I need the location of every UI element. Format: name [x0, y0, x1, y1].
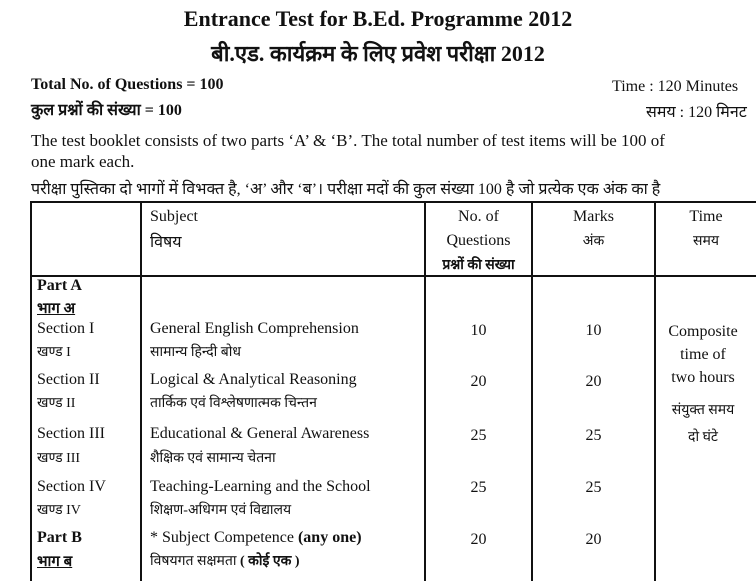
- questions-count: 25: [470, 479, 487, 496]
- marks-value: 20: [585, 373, 602, 390]
- part-b-hi: भाग ब: [37, 554, 73, 570]
- total-questions-en: Total No. of Questions = 100: [31, 76, 224, 93]
- header-questions-en1: No. of: [458, 208, 499, 225]
- section-label-en: Section IV: [37, 478, 106, 495]
- header-questions-en2: Questions: [446, 232, 511, 249]
- section-label-en: Section III: [37, 425, 105, 442]
- col-divider: [30, 201, 32, 581]
- subject-en-emphasis: (any one): [297, 529, 362, 546]
- intro-hi: परीक्षा पुस्तिका दो भागों में विभक्त है, ‘अ’ और ‘ब’। परीक्षा मदों की कुल संख्या 100 है जो प्रत्येक एक अंक का है: [31, 181, 661, 198]
- time-hi: समय : 120 मिनट: [646, 104, 747, 121]
- part-b-en: Part B: [37, 529, 82, 546]
- marks-value: 25: [585, 479, 602, 496]
- subject-hi-emphasis: ( कोई एक ): [239, 554, 300, 569]
- questions-count: 10: [470, 322, 487, 339]
- col-divider: [654, 201, 656, 581]
- subject-hi: शैक्षिक एवं सामान्य चेतना: [150, 451, 276, 466]
- col-divider: [140, 201, 142, 581]
- subject-en: Teaching-Learning and the School: [150, 478, 371, 495]
- table-top-border: [30, 201, 756, 203]
- questions-count: 25: [470, 427, 487, 444]
- header-time-en: Time: [689, 208, 723, 225]
- header-marks-en: Marks: [573, 208, 614, 225]
- questions-count: 20: [470, 531, 487, 548]
- marks-value: 25: [585, 427, 602, 444]
- time-note-line: संयुक्त समय: [671, 403, 735, 418]
- questions-count: 20: [470, 373, 487, 390]
- section-label-hi: खण्ड I: [37, 345, 71, 360]
- section-label-en: Section II: [37, 371, 100, 388]
- subject-hi: विषयगत सक्षमता: [150, 554, 240, 569]
- total-questions-hi: कुल प्रश्नों की संख्या = 100: [31, 102, 182, 119]
- section-label-hi: खण्ड IV: [37, 503, 81, 518]
- subject-en: Logical & Analytical Reasoning: [150, 371, 357, 388]
- header-subject-en: Subject: [150, 208, 198, 225]
- title-hi: बी.एड. कार्यक्रम के लिए प्रवेश परीक्षा 2012: [211, 41, 545, 66]
- section-label-en: Section I: [37, 320, 95, 337]
- header-time-hi: समय: [693, 234, 719, 249]
- subject-hi: शिक्षण-अधिगम एवं विद्यालय: [150, 503, 292, 518]
- time-note-line: two hours: [671, 369, 735, 386]
- intro-en-line1: The test booklet consists of two parts ‘A’ & ‘B’. The total number of test items will be 100 of: [31, 131, 665, 150]
- time-note-line: दो घंटे: [688, 430, 718, 445]
- subject-en: Educational & General Awareness: [150, 425, 370, 442]
- col-divider: [531, 201, 533, 581]
- part-a-hi: भाग अ: [37, 301, 76, 317]
- time-en: Time : 120 Minutes: [612, 78, 739, 95]
- subject-hi: सामान्य हिन्दी बोध: [150, 345, 242, 360]
- header-questions-hi: प्रश्नों की संख्या: [442, 258, 515, 273]
- section-label-hi: खण्ड II: [37, 396, 76, 411]
- header-divider: [30, 275, 756, 277]
- marks-value: 20: [585, 531, 602, 548]
- subject-en: * Subject Competence: [150, 529, 298, 546]
- title-en: Entrance Test for B.Ed. Programme 2012: [183, 6, 573, 31]
- time-note-line: Composite: [668, 323, 738, 340]
- marks-value: 10: [585, 322, 602, 339]
- part-a-en: Part A: [37, 277, 82, 294]
- header-marks-hi: अंक: [582, 234, 605, 249]
- time-note-line: time of: [680, 346, 726, 363]
- section-label-hi: खण्ड III: [37, 451, 81, 466]
- subject-en: General English Comprehension: [150, 320, 359, 337]
- subject-hi: तार्किक एवं विश्लेषणात्मक चिन्तन: [150, 396, 317, 411]
- header-subject-hi: विषय: [150, 234, 182, 251]
- intro-en-line2: one mark each.: [31, 152, 135, 171]
